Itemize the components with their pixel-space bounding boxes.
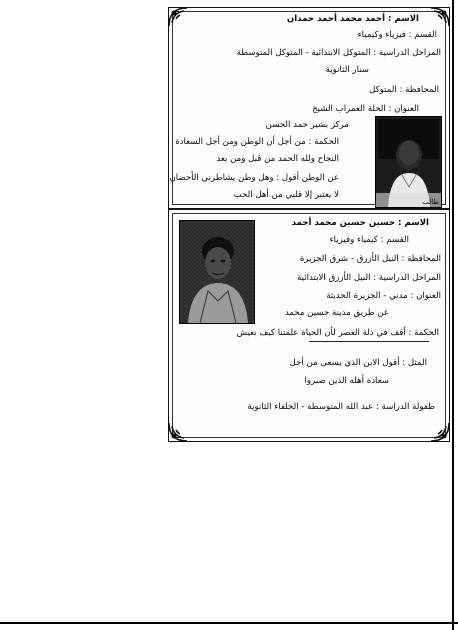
scan-edge (452, 0, 454, 630)
corner-flourish-icon (429, 6, 451, 28)
motto-line: عن الوطن أقول : وهل وطن يشاطرني الأحضان (169, 173, 339, 183)
stages-line: المراحل الدراسية : النيل الأزرق الابتدائية (297, 273, 441, 283)
name-line: الاسم : حسين حسين محمد أحمد (291, 218, 429, 228)
corner-flourish-icon (167, 421, 189, 443)
corner-flourish-icon (167, 6, 189, 28)
department-line: القسم : فيزياء وكيمياء (357, 30, 437, 40)
state-line: المحافظة : النيل الأزرق - شرق الجزيرة (299, 254, 441, 264)
motto-line: الحكمة : من أجل أن الوطن ومن أجل السعادة (175, 137, 339, 147)
address-line: العنوان : مدني - الجزيرة الحديثة (326, 291, 441, 301)
scan-edge (0, 622, 458, 624)
address-continuation: عن طريق مدينة حسين محمد (284, 308, 389, 318)
corner-flourish-icon (429, 421, 451, 443)
photo-caption: طالب (422, 198, 439, 206)
stages-line: المراحل الدراسية : المتوكل الابتدائية - المتوكل المتوسطة (236, 48, 441, 58)
name-line: الاسم : أحمد محمد أحمد حمدان (286, 14, 419, 24)
student-card-top (168, 7, 450, 209)
student-photo (179, 220, 255, 324)
motto-line: لا يعتبر إلا قلبي من أهل الحب (233, 190, 339, 200)
portrait-image (180, 221, 254, 323)
divider (309, 341, 429, 342)
student-photo (375, 116, 442, 208)
motto-line: الحكمة : أقف في ذلة العصر لأن الحياة علمتنا كيف نعيش (236, 328, 439, 338)
motto-line: المثل : أقول الابن الذي يسعى من أجل (289, 358, 427, 368)
address-line: العنوان : الحلة العمراب الشيخ (312, 104, 419, 114)
motto-line: النجاح ولله الحمد من قبل ومن بعد (216, 154, 339, 164)
portrait-image (376, 117, 441, 207)
motto-line: طفولة الدراسة : عبد الله المتوسطة - الخلفاء الثانوية (247, 402, 435, 412)
student-card-bottom (168, 209, 450, 442)
motto-line: سعادة أهله الذين صبروا (304, 376, 389, 386)
department-line: القسم : كيمياء وفيزياء (329, 235, 409, 245)
stages-continuation: سنار الثانوية (325, 65, 369, 75)
address-continuation: مركز بشير حمد الحسن (265, 120, 349, 130)
state-line: المحافظة : المتوكل (369, 85, 439, 95)
